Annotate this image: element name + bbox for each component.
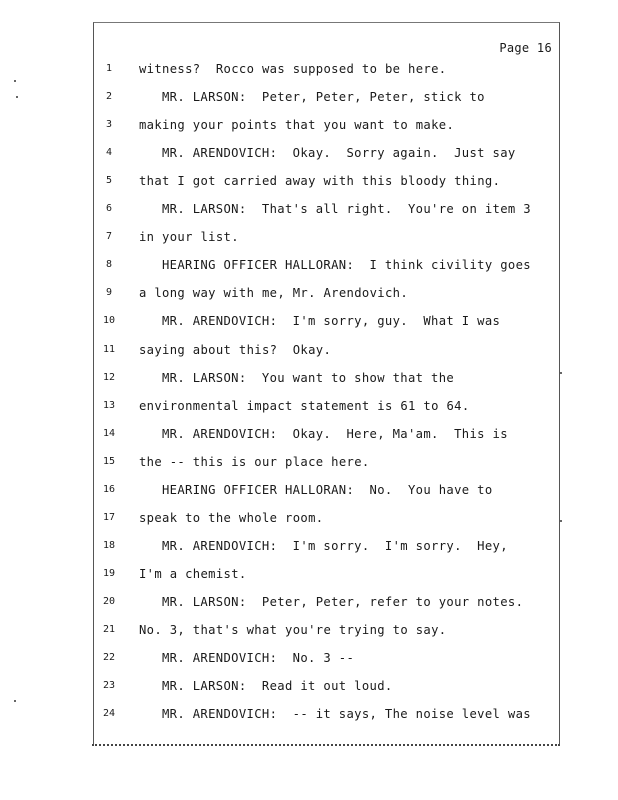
line-text: MR. ARENDOVICH: I'm sorry. I'm sorry. Hey, [162,538,508,553]
scan-speck [560,520,562,522]
transcript-line [0,172,618,190]
scan-speck [14,700,16,702]
line-number: 20 [102,595,116,607]
line-number: 18 [102,539,116,551]
transcript-line [0,565,618,583]
line-text: environmental impact statement is 61 to 64. [139,398,470,413]
transcript-line [0,397,618,415]
transcript-line [0,509,618,527]
line-number: 21 [102,624,116,635]
line-text: that I got carried away with this bloody thing. [139,174,501,189]
transcript-line [0,537,618,555]
transcript-line [0,481,618,499]
transcript-line [0,341,618,359]
line-text: MR. ARENDOVICH: Okay. Sorry again. Just say [162,146,516,161]
line-text: MR. LARSON: You want to show that the [162,370,455,385]
transcript-line [0,60,618,78]
transcript-line [0,116,618,134]
transcript-line [0,705,618,723]
line-number: 22 [102,652,116,664]
line-text: MR. LARSON: Peter, Peter, refer to your notes. [162,594,524,609]
line-number: 3 [105,119,113,131]
line-text: I'm a chemist. [139,566,247,581]
line-number: 14 [102,427,116,439]
line-number: 2 [105,91,113,103]
line-number: 15 [102,455,116,467]
line-text: MR. LARSON: That's all right. You're on item 3 [162,202,531,217]
line-number: 13 [102,399,116,411]
transcript-line [0,284,618,302]
transcript-line [0,144,618,162]
line-text: witness? Rocco was supposed to be here. [139,62,447,76]
line-number: 6 [105,203,113,215]
transcript-line [0,88,618,106]
line-number: 1 [105,63,113,74]
line-number: 17 [102,511,116,523]
line-number: 4 [105,147,113,159]
line-text: HEARING OFFICER HALLORAN: I think civility goes [162,258,531,273]
line-text: MR. ARENDOVICH: -- it says, The noise level was [162,707,531,722]
line-text: a long way with me, Mr. Arendovich. [139,286,409,301]
transcript-line [0,677,618,695]
line-text: No. 3, that's what you're trying to say. [139,623,447,637]
line-number: 8 [105,259,113,271]
transcript-line [0,425,618,443]
transcript-line [0,621,618,639]
line-number: 24 [102,708,116,720]
transcript-line [0,256,618,274]
transcript-line [0,228,618,246]
line-number: 23 [102,680,116,692]
scan-speck [16,96,18,98]
line-number: 7 [105,231,113,243]
line-number: 5 [105,175,113,187]
scan-speck [14,80,16,82]
line-text: MR. LARSON: Read it out loud. [162,679,393,694]
transcript-line [0,200,618,218]
line-number: 10 [102,315,116,327]
transcript-line [0,593,618,611]
line-text: MR. ARENDOVICH: No. 3 -- [162,651,355,666]
line-text: MR. ARENDOVICH: Okay. Here, Ma'am. This is [162,426,508,441]
transcript-line [0,369,618,387]
transcript-line [0,312,618,330]
line-number: 19 [102,567,116,579]
line-text: MR. ARENDOVICH: I'm sorry, guy. What I was [162,314,501,329]
page-number: Page 16 [499,41,552,55]
line-text: HEARING OFFICER HALLORAN: No. You have to [162,482,493,497]
line-number: 16 [102,483,116,495]
line-text: saying about this? Okay. [139,342,332,357]
line-text: the -- this is our place here. [139,454,370,469]
line-number: 9 [105,287,113,299]
line-number: 11 [102,343,116,355]
line-text: making your points that you want to make. [139,118,455,133]
line-text: in your list. [139,230,239,245]
line-text: speak to the whole room. [139,510,324,525]
page-bottom-rule [92,744,560,746]
transcript-line [0,453,618,471]
scan-speck [560,372,562,374]
transcript-line [0,649,618,667]
line-number: 12 [102,371,116,383]
line-text: MR. LARSON: Peter, Peter, Peter, stick to [162,90,485,105]
